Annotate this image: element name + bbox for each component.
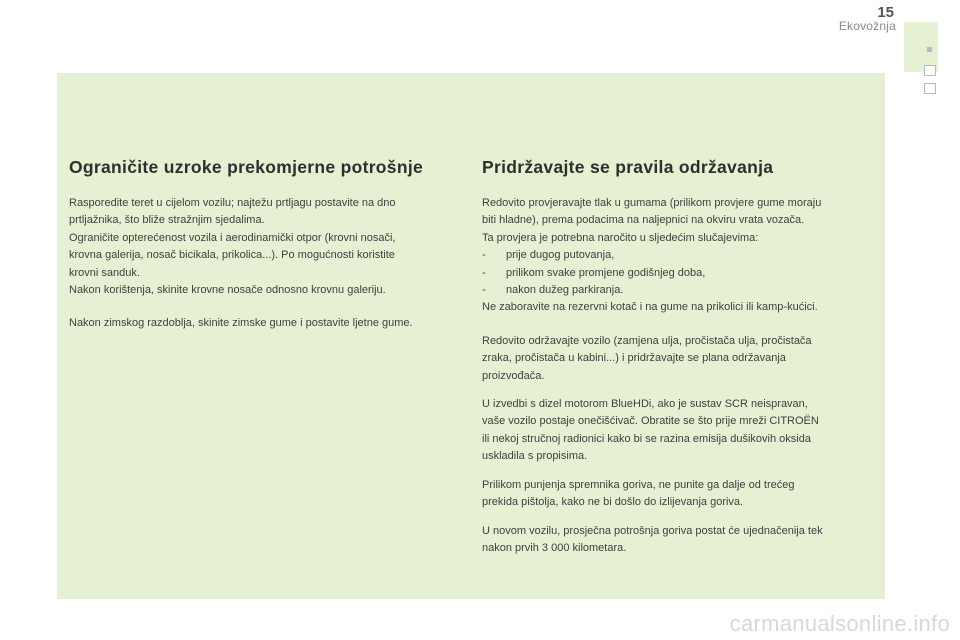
left-heading: Ograničite uzroke prekomjerne potrošnje — [69, 157, 424, 177]
right-paragraph-3 — [482, 396, 880, 466]
text-line: Nakon korištenja, skinite krovne nosače odnosno krovnu galeriju. — [69, 284, 386, 297]
text-line: Ne zaboravite na rezervni kotač i na gume na prikolici ili kamp-kućici. — [482, 301, 818, 314]
section-tab-box-2 — [924, 83, 936, 94]
text-line: Redovito održavajte vozilo (zamjena ulja, pročistača ulja, pročistača — [482, 334, 812, 347]
list-item-text: prije dugog putovanja, — [506, 249, 615, 262]
text-line: Ograničite opterećenost vozila i aerodinamički otpor (krovni nosači, — [69, 231, 396, 244]
list-dash: - — [482, 249, 486, 262]
left-paragraph-1 — [69, 195, 459, 299]
text-line: ili nekoj stručnoj radionici kako bi se razina emisija dušikovih oksida — [482, 432, 811, 445]
watermark: carmanualsonline.info — [729, 611, 950, 636]
right-paragraph-5 — [482, 523, 880, 558]
text-line: proizvođača. — [482, 369, 545, 382]
text-line: uskladila s propisima. — [482, 450, 588, 463]
list-dash: - — [482, 284, 486, 297]
right-paragraph-4 — [482, 477, 880, 512]
list-item — [482, 282, 880, 299]
section-tab-marker — [927, 47, 932, 52]
text-line: biti hladne), prema podacima na naljepnici na okviru vrata vozača. — [482, 214, 805, 227]
content-panel — [57, 73, 885, 599]
text-line: Redovito provjeravajte tlak u gumama (prilikom provjere gume moraju — [482, 197, 822, 209]
page-number: 15 — [877, 4, 894, 21]
left-paragraph-2: Nakon zimskog razdoblja, skinite zimske gume i postavite ljetne gume. — [69, 317, 413, 330]
text-line: U novom vozilu, prosječna potrošnja goriva postat će ujednačenija tek — [482, 524, 823, 537]
text-line: krovni sanduk. — [69, 266, 140, 279]
text-line: prtljažnika, što bliže stražnjim sjedalima. — [69, 214, 265, 227]
section-title: Ekovožnja — [838, 19, 896, 33]
text-line: zraka, pročistača u kabini...) i pridržavajte se plana održavanja — [482, 352, 786, 365]
section-tab-box-1 — [924, 65, 936, 76]
text-line: Rasporedite teret u cijelom vozilu; najtežu prtljagu postavite na dno — [69, 197, 396, 209]
text-line: krovna galerija, nosač bicikala, prikolica...). Po mogućnosti koristite — [69, 249, 395, 262]
right-column — [482, 157, 880, 568]
right-heading: Pridržavajte se pravila održavanja — [482, 157, 774, 177]
right-paragraph-1 — [482, 195, 880, 317]
list-item — [482, 265, 880, 282]
list-item — [482, 247, 880, 264]
list-item-text: prilikom svake promjene godišnjeg doba, — [506, 266, 706, 279]
text-line: Prilikom punjenja spremnika goriva, ne punite ga dalje od trećeg — [482, 478, 795, 491]
text-line: Ta provjera je potrebna naročito u sljedećim slučajevima: — [482, 231, 759, 244]
text-line: nakon prvih 3 000 kilometara. — [482, 541, 627, 554]
right-paragraph-2 — [482, 333, 880, 385]
list-dash: - — [482, 266, 486, 279]
text-line: prekida pištolja, kako ne bi došlo do izlijevanja goriva. — [482, 496, 744, 509]
text-line: vaše vozilo postaje onečišćivač. Obratite se što prije mreži CITROËN — [482, 415, 819, 428]
list-item-text: nakon dužeg parkiranja. — [506, 284, 624, 297]
text-line: U izvedbi s dizel motorom BlueHDi, ako je sustav SCR neispravan, — [482, 398, 808, 411]
left-column — [69, 157, 459, 344]
